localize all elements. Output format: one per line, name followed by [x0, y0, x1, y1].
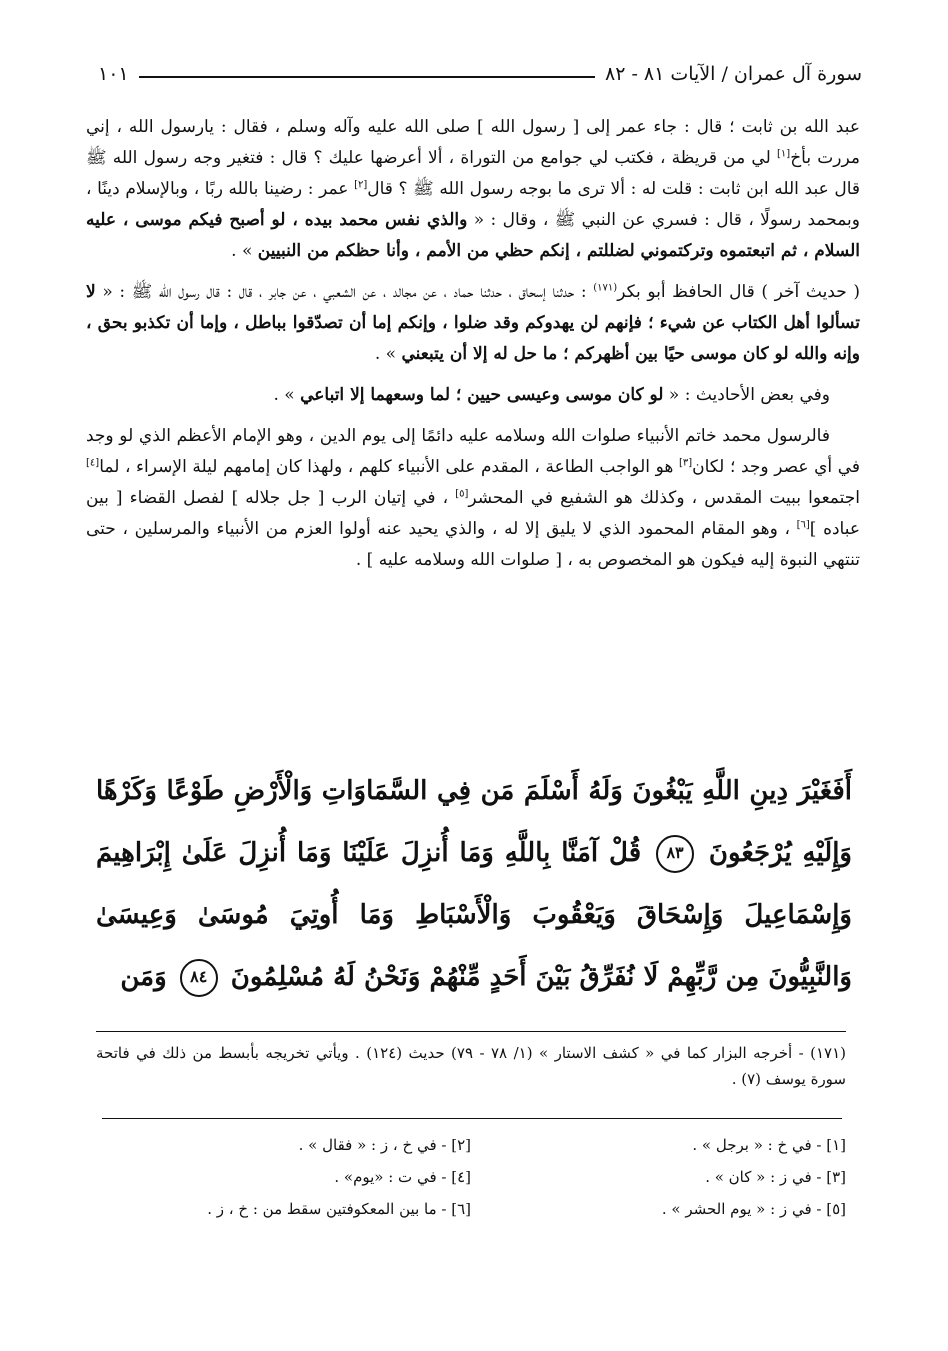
bold-quote: والذي نفس محمد بيده ، لو أصبح فيكم موسى ، عليه السلام ، ثم اتبعتموه وتركتموني لضللتم ، إنكم حظي من الأمم ، وأنا حظكم من النبيين	[86, 210, 860, 261]
footnote-item: [٥] - في ز : « يوم الحشر » .	[661, 1200, 846, 1218]
verse-text: قُلْ آمَنَّا بِاللَّهِ وَمَا أُنزِلَ عَلَيْنَا وَمَا أُنزِلَ عَلَىٰ إِبْرَاهِيمَ وَإِسْمَاعِيلَ وَإِسْحَاقَ وَيَعْقُوبَ وَالْأَسْبَاطِ وَمَا أُوتِيَ مُوسَىٰ وَعِيسَىٰ وَالنَّبِيُّونَ مِن رَّبِّهِمْ لَا نُفَرِّقُ بَيْنَ أَحَدٍ مِّنْهُمْ وَنَحْنُ لَهُ مُسْلِمُونَ	[96, 838, 852, 992]
text-run: ، في إتيان الرب [ جل جلاله ] لفصل القضاء [ بين عباده ]	[86, 488, 861, 539]
footnote-item: [٢] - في خ ، ز : « فقال » .	[298, 1136, 471, 1154]
footnote-ref: [٢]	[354, 179, 368, 191]
footnote-171: (١٧١) - أخرجه البزار كما في « كشف الاستار » (١/ ٧٨ - ٧٩) حديث (١٢٤) . ويأتي تخريجه بأبسط من ذلك في فاتحة سورة يوسف (٧) .	[96, 1044, 847, 1088]
ayah-number-83: ٨٣	[656, 835, 694, 873]
footnote-ref: [٤]	[86, 457, 100, 469]
footnote-divider	[102, 1118, 842, 1119]
text-run: » .	[231, 241, 258, 261]
bold-quote: لو كان موسى وعيسى حيين ؛ لما وسعهما إلا اتباعي	[300, 385, 664, 405]
text-run: اجتمعوا ببيت المقدس ، وكذلك هو الشفيع في المحشر	[468, 488, 860, 508]
running-header	[98, 58, 862, 90]
footnote-item: [٣] - في ز : « كان » .	[705, 1168, 846, 1186]
footnote-item: [٦] - ما بين المعكوفتين سقط من : خ ، ز .	[207, 1200, 471, 1218]
paragraph-hadith-2	[86, 277, 860, 370]
paragraph-hadith-3	[86, 380, 860, 411]
quran-verses	[96, 760, 852, 1008]
footnote-list	[96, 1132, 846, 1222]
footnote-ref: [٦]	[796, 519, 810, 531]
text-run: » .	[273, 385, 301, 405]
page-number: ١٠١	[98, 63, 129, 85]
verse-text: أَفَغَيْرَ دِينِ اللَّهِ يَبْغُونَ وَلَهُ أَسْلَمَ مَن فِي السَّمَاوَاتِ وَالْأَرْضِ طَوْعًا وَكَرْهًا وَإِلَيْهِ يُرْجَعُونَ	[96, 776, 852, 868]
footnote-ref: [٥]	[455, 488, 469, 500]
text-run: عمر : رضينا بالله ربًا ، وبالإسلام دينًا ، وبمحمد رسولًا ، قال : فسري عن النبي ﷺ ، وقال : «	[86, 179, 860, 230]
text-run: هو الواجب الطاعة ، المقدم على الأنبياء كلهم ، ولهذا كان إمامهم ليلة الإسراء ، لما	[99, 457, 679, 477]
header-rule	[139, 76, 595, 78]
footnote-item: [١] - في خ : « برجل » .	[692, 1136, 846, 1154]
footnote-ref: (١٧١)	[593, 282, 618, 294]
footnote-ref: [١]	[777, 148, 791, 160]
text-run: » .	[374, 344, 402, 364]
ayah-number-84: ٨٤	[180, 959, 218, 997]
text-run: فالرسول محمد خاتم الأنبياء صلوات الله وسلامه عليه دائمًا إلى يوم الدين ، وهو الإمام الأعظم الذي لو وجد في أي عصر وجد ؛ لكان	[86, 426, 860, 477]
bold-quote: لا تسألوا أهل الكتاب عن شيء ؛ فإنهم لن يهدوكم وقد ضلوا ، وإنكم إما أن تصدّقوا بباطل ، وإما أن تكذبو بحق ، وإنه والله لو كان موسى حيًا بين أظهركم ؛ ما حل له إلا أن يتبعني	[86, 282, 860, 364]
text-run: لي من قريظة ، فكتب لي جوامع من التوراة ، ألا أعرضها عليك ؟ قال : فتغير وجه رسول الله ﷺ قال عبد الله ابن ثابت : قلت له : ألا ترى ما بوجه رسول الله ﷺ ؟ قال	[86, 148, 860, 199]
paragraph-commentary	[86, 421, 860, 576]
body-text	[86, 112, 860, 586]
text-run: : حدثنا إسحاق ، حدثنا حماد ، عن مجالد ، عن الشعبي ، عن جابر ، قال : قال رسول الله ﷺ : «	[95, 282, 594, 302]
footnote-ref: [٣]	[678, 457, 693, 469]
footnote-divider	[96, 1031, 846, 1032]
paragraph-hadith-1	[86, 112, 860, 267]
text-run: وفي بعض الأحاديث : «	[663, 385, 830, 405]
text-run: ( حديث آخر ) قال الحافظ أبو بكر	[617, 282, 860, 302]
verse-text: وَمَن	[120, 962, 167, 992]
header-title: سورة آل عمران / الآيات ٨١ - ٨٢	[604, 63, 862, 85]
text-run: عبد الله بن ثابت ؛ قال : جاء عمر إلى [ رسول الله ] صلى الله عليه وآله وسلم ، فقال : يارسول الله ، إني مررت بأخ	[86, 117, 861, 168]
footnote-item: [٤] - في ت : «يوم» .	[334, 1168, 471, 1186]
text-run: ، وهو المقام المحمود الذي لا يليق إلا له ، والذي يحيد عنه أولوا العزم من الأنبياء والمرسلين ، حتى تنتهي النبوة إليه فيكون هو المخصوص به ، [ صلوات الله وسلامه عليه ] .	[86, 519, 860, 570]
